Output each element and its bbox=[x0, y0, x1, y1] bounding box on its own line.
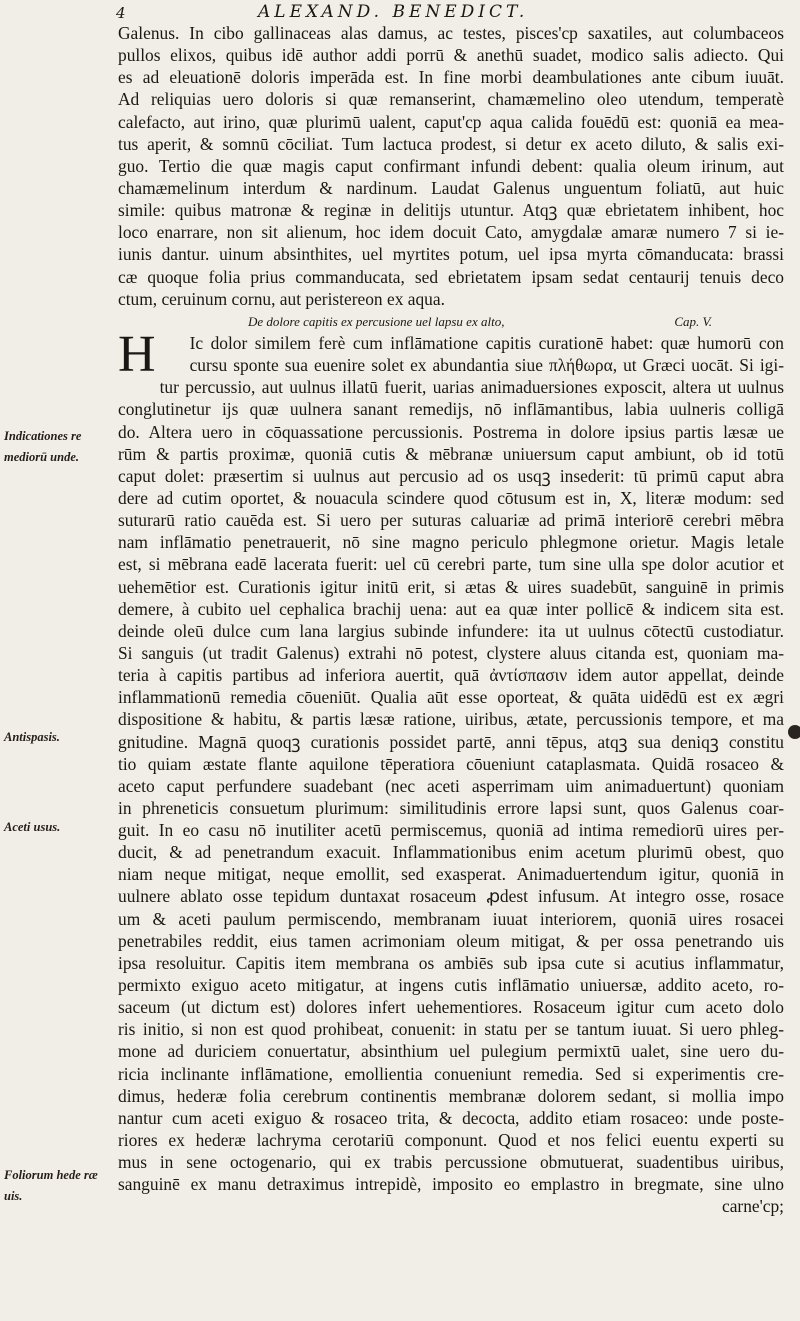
text-line: uulnere ablato osse tepidum duntaxat rosaceum ꝓdest infusum. At integro osse, rosace bbox=[118, 886, 784, 907]
text-line: deinde oleū dulce cum lana largius subinde infundere: ita ut uulnus cōtectū custodiatur. bbox=[118, 620, 784, 641]
running-title: ALEXAND. BENEDICT. bbox=[258, 2, 529, 22]
body-text bbox=[118, 22, 784, 1218]
chapter-title: De dolore capitis ex percusione uel lapsu ex alto, bbox=[248, 313, 505, 329]
text-line: sanguinē ex manu detraximus intrepidè, imposito eo emplastro in bregmate, sine ulno bbox=[118, 1174, 784, 1195]
chapter-number: Cap. V. bbox=[674, 313, 712, 329]
text-line: cæ quoque folia prius commanducata, sed ebrietatem ipsam sedat centaurij tenuis deco bbox=[118, 266, 784, 287]
text-line: tus aperit, & somnū cōciliat. Tum lactuca prodest, si detur ex aceto diluto, & salis exi- bbox=[118, 133, 784, 154]
text-line: nantur cum aceti exiguo & rosaceo trita, & decocta, addito etiam rosaceo: unde poste- bbox=[118, 1107, 784, 1128]
text-line: pullos elixos, quibus idē author addi porrū & anethū suadet, modico salis adiecto. Qui bbox=[118, 45, 784, 66]
text-line: penetrabiles reddit, eius tamen acrimoniam oleum mitigat, & per ossa penetrando uis bbox=[118, 930, 784, 951]
chapter-body bbox=[118, 325, 784, 1218]
text-line: um & aceti paulum permiscendo, membranam iuuat interiorem, quoniā uires rosacei bbox=[118, 908, 784, 929]
text-line: guit. In eo casu nō inutiliter acetū permiscemus, quoniā ad intima remediorū uires per- bbox=[118, 820, 784, 841]
ink-blot bbox=[788, 725, 800, 739]
margin-note-foliorum: Foliorum hede ræ uis. bbox=[4, 1168, 98, 1203]
running-head bbox=[0, 2, 800, 22]
text-line: tur percussio, aut uulnus illatū fuerit, uarias animaduersiones exposcit, altera ut uulnus bbox=[159, 377, 784, 398]
text-line: est, si mēbrana eadē lacerata fuerit: uel cū cerebri parte, tum sine ulla spe dolor acutior et bbox=[118, 554, 784, 575]
text-line: permixto exiguo aceto mitigatur, at ingens cutis inflāmatio uniuersæ, addito aceto, ro- bbox=[118, 975, 784, 996]
text-line: riores ex hederæ lachryma cerotariū componunt. Quod et nos felici euentu experti su bbox=[118, 1130, 784, 1151]
text-line: demere, à cubito uel cephalica brachij uena: aut ea quæ inter pollicē & indicem sita est. bbox=[118, 598, 784, 619]
text-line: nam inflāmatio penetrauerit, nō sine magno periculo phlegmone orietur. Magis letale bbox=[118, 532, 784, 553]
margin-note-aceti: Aceti usus. bbox=[4, 820, 61, 834]
text-line: do. Altera uero in cōquassatione percussionis. Postrema in dolore ipsius partis læsæ ue bbox=[118, 421, 784, 442]
text-line: conglutinetur ijs quæ uulnera sanant remedijs, nō inflāmantibus, labia uulneris colligā bbox=[118, 399, 784, 420]
text-line: es ad eleuationē doloris imperāda est. In fine morbi deambulationes ante cibum iuuāt. bbox=[118, 67, 784, 88]
text-line: simile: quibus matronæ & reginæ in delitijs utuntur. Atqꝫ quæ ebrietatem inhibent, hoc bbox=[118, 200, 784, 221]
text-line: mus in sene octogenario, qui ex trabis percussione obmutuerat, suadentibus uiribus, bbox=[118, 1152, 784, 1173]
text-line: iunis dantur. uinum absinthites, uel myrtites potum, uel ipsa myrta cōmanducata: brassi bbox=[118, 244, 784, 265]
text-line: Ic dolor similem ferè cum inflāmatione capitis curationē habet: quæ humorū con bbox=[189, 332, 784, 353]
text-line: rūm & partis proximæ, quoniā cutis & mēbranæ uniuersum caput ambiunt, ob id totū bbox=[118, 443, 784, 464]
text-line: teria à capitis partibus ad inferiora auertit, quā ἀντίσπασιν idem autor appellat, deinde bbox=[118, 665, 784, 686]
text-line: Si sanguis (ut tradit Galenus) extrahi nō potest, clystere aluus citanda est, quoniam ma- bbox=[118, 642, 784, 663]
text-line: dere ad cutim oportet, & nouacula scindere quod cōtusum est in, X, literæ modum: sed bbox=[118, 487, 784, 508]
text-line: dispositione & habitu, & partis læsæ ratione, uiribus, ætate, percussionis tempore, et ma bbox=[118, 709, 784, 730]
text-line: ipsa resoluitur. Capitis item membrana os ambiēs sub ipsa cute si acutius inflammatur, bbox=[118, 952, 784, 973]
text-line: gnitudine. Magnā quoqꝫ curationis possidet partē, anni tēpus, atqꝫ sua deniqꝫ constitu bbox=[118, 731, 784, 752]
text-line: mone ad duriciem conuertatur, absinthium uel pulegium permixtū ualet, sine uero du- bbox=[118, 1041, 784, 1062]
paragraph-before-chapter bbox=[118, 22, 784, 310]
text-line: cursu sponte sua euenire solet ex abundantia siue πλήθωρα, ut Græci uocāt. Si igi- bbox=[189, 355, 784, 376]
drop-capital: H bbox=[118, 325, 156, 383]
text-line: chamæmelinum interdum & nardinum. Laudat Galenus unguentum foliatū, aut huic bbox=[118, 177, 784, 198]
margin-note-antispasis: Antispasis. bbox=[4, 730, 60, 744]
text-line: loco enarrare, non sit alienum, hoc idem docuit Cato, amygdalæ amaræ numero 7 si ie- bbox=[118, 222, 784, 243]
text-line: inflammationū remedia cōueniūt. Qualia aūt esse oporteat, & quāta uidēdū est ex ægri bbox=[118, 687, 784, 708]
text-line: calefacto, aut irino, quæ plurimū ualent, caput'cp aqua calida fouēdū est: quoniā ea mea- bbox=[118, 111, 784, 132]
text-line: suturarū ratio cauēda est. Si uero per suturas caluariæ ad primā interiorē cerebri mēbra bbox=[118, 510, 784, 531]
text-line: saceum (ut dictum est) dolores infert uehementiores. Rosaceum igitur cum aceto dolo bbox=[118, 997, 784, 1018]
text-line: ris initio, si non est quod prohibeat, conuenit: in statu per se tantum iuuat. Si uero phleg- bbox=[118, 1019, 784, 1040]
text-line: in phreneticis consuetum plurimum: similitudinis errore lapsi sunt, quos Galenus coar- bbox=[118, 797, 784, 818]
text-line: dimus, hederæ folia cerebrum continentis membranæ dolorem sedant, si mollia impo bbox=[118, 1085, 784, 1106]
text-line: aceto caput perfundere suadebant (nec aceti asperrimam uim animaduertunt) quoniam bbox=[118, 775, 784, 796]
text-line: carne'cp; bbox=[721, 1196, 784, 1217]
text-line: tio quiam æstate flante aquilone tēperatiora cōueniunt cataplasmata. Quidā rosaceo & bbox=[118, 753, 784, 774]
chapter-heading bbox=[118, 310, 784, 332]
text-line: guo. Tertio die quæ magis caput confirmant infundi debent: qualia oleum irinum, aut bbox=[118, 155, 784, 176]
text-line: uehemētior est. Curationis igitur initū erit, si ætas & uires suadebūt, sanguinē in primis bbox=[118, 576, 784, 597]
text-line: ducit, & ad penetrandum exacuit. Inflammationibus enim acetum plurimū obest, quo bbox=[118, 842, 784, 863]
text-line: Galenus. In cibo gallinaceas alas damus, ac testes, pisces'cp saxatiles, aut columbaceos bbox=[118, 23, 784, 43]
page-number: 4 bbox=[116, 4, 126, 22]
text-line: ctum, ceruinum cornu, aut peristereon ex aqua. bbox=[118, 288, 445, 309]
text-line: niam neque mitigat, neque emollit, sed exasperat. Animaduertendum igitur, quoniā in bbox=[118, 864, 784, 885]
text-line: ricia inclinante inflāmatione, emollientia conueniunt remedia. Sed si experimentis cre- bbox=[118, 1063, 784, 1084]
text-line: Ad reliquias uero doloris si quæ remanserint, chamæmelino oleo utendum, temperatè bbox=[118, 89, 784, 110]
text-line: caput dolet: præsertim si uulnus aut percusio ad os usqꝫ insederit: tū primū caput abra bbox=[118, 465, 784, 486]
margin-note-indications: Indicationes re mediorū unde. bbox=[4, 429, 82, 464]
